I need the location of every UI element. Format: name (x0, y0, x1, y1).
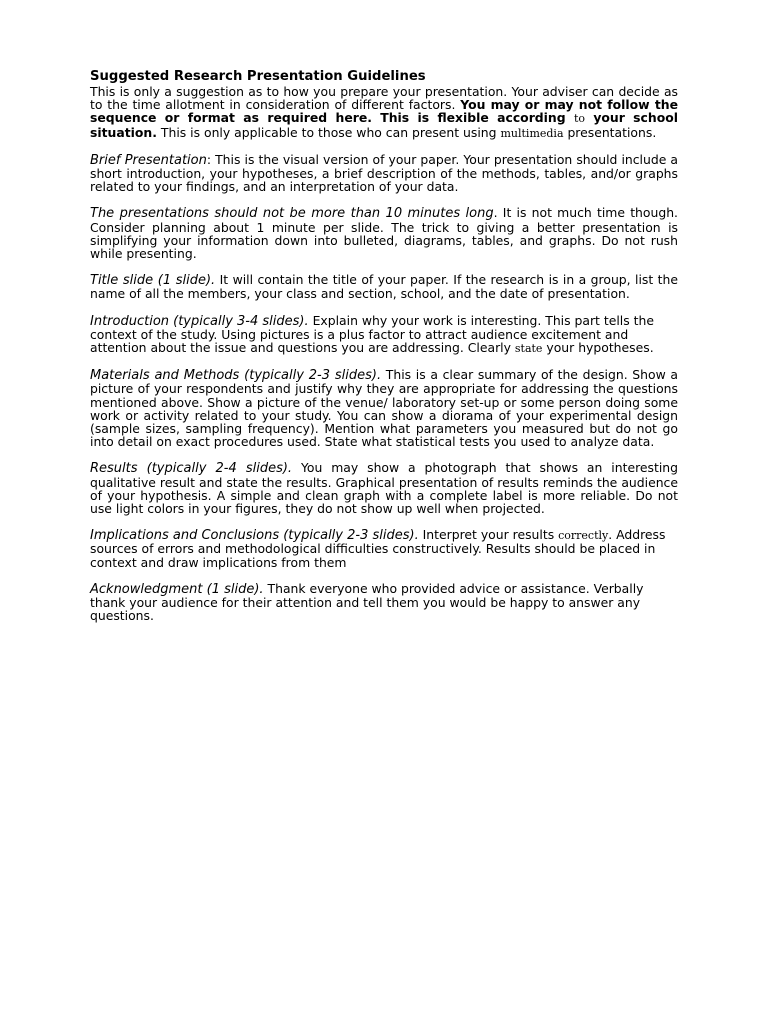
introduction-lead: Introduction (typically 3-4 slides). (90, 313, 309, 329)
implications-serif-word: correctly (558, 529, 609, 543)
results-lead: Results (typically 2-4 slides). (90, 461, 293, 477)
title-slide-paragraph (90, 273, 678, 300)
implications-paragraph (90, 528, 678, 569)
intro-bold-text-2: your school situation. (90, 110, 678, 140)
methods-text: This is a clear summary of the design. Show a picture of your respondents and justify why they are appropriate for addressing the questions mentioned above. Show a picture of the venue/ laboratory set-up or some person doing some work or activity related to your study. You can show a diorama of your experimental design (sample sizes, sampling frequency). Mention what parameters you measured but do not go into detail on exact procedures used. State what statistical tests you used to analyze data. (90, 367, 678, 450)
brief-presentation-lead: Brief Presentation (90, 152, 207, 168)
intro-paragraph (90, 85, 678, 140)
introduction-serif-word: state (514, 342, 543, 356)
introduction-tail: your hypotheses. (542, 340, 654, 356)
intro-text-2: This is only applicable to those who can present using (156, 124, 501, 140)
introduction-paragraph (90, 314, 678, 356)
methods-lead: Materials and Methods (typically 2-3 slides). (90, 368, 382, 384)
implications-tail: . Address sources of errors and methodological difficulties constructively. Results should be placed in context and draw implications from them (90, 527, 666, 570)
methods-paragraph (90, 368, 678, 448)
timing-lead: The presentations should not be more than 10 minutes long (90, 206, 494, 222)
implications-lead: Implications and Conclusions (typically 2-3 slides). (90, 528, 419, 544)
introduction-text: Explain why your work is interesting. This part tells the context of the study. Using pictures is a plus factor to attract audience excitement and attention about the issue and questions you are addressing. Clearly (90, 312, 654, 356)
document-page (90, 70, 678, 636)
brief-presentation-paragraph (90, 153, 678, 194)
title-slide-text: It will contain the title of your paper. If the research is in a group, list the name of all the members, your class and section, school, and the date of presentation. (90, 272, 679, 302)
timing-paragraph (90, 206, 678, 260)
intro-serif-word-2: multimedia (500, 126, 564, 140)
brief-presentation-text: : This is the visual version of your paper. Your presentation should include a short introduction, your hypotheses, a brief description of the methods, tables, and/or graphs related to your findings, and an interpretation of your data. (90, 151, 678, 195)
intro-text-3: presentations. (563, 124, 657, 140)
results-paragraph (90, 461, 678, 515)
intro-bold-text: You may or may not follow the sequence or format as required here. This is flexible according (90, 97, 678, 126)
title-slide-lead: Title slide (1 slide). (90, 273, 216, 289)
acknowledgment-text: Thank everyone who provided advice or assistance. Verbally thank your audience for their attention and tell them you would be happy to answer any questions. (90, 580, 644, 624)
intro-text: This is only a suggestion as to how you prepare your presentation. Your adviser can decide as to the time allotment in consideration of different factors. (90, 84, 678, 113)
timing-text: . It is not much time though. Consider planning about 1 minute per slide. The trick to giving a better presentation is simplifying your information down into bulleted, diagrams, tables, and graphs. Do not rush while presenting. (90, 205, 678, 262)
document-title: Suggested Research Presentation Guidelines (90, 69, 426, 84)
acknowledgment-lead: Acknowledgment (1 slide). (90, 581, 264, 597)
results-text: You may show a photograph that shows an interesting qualitative result and state the results. Graphical presentation of results reminds the audience of your hypothesis. A simple and clean graph with a complete label is more reliable. Do not use light colors in your figures, they do not show up well when projected. (90, 460, 678, 517)
acknowledgment-paragraph (90, 582, 678, 623)
intro-serif-word: to (573, 112, 585, 126)
implications-text: Interpret your results (418, 527, 559, 543)
